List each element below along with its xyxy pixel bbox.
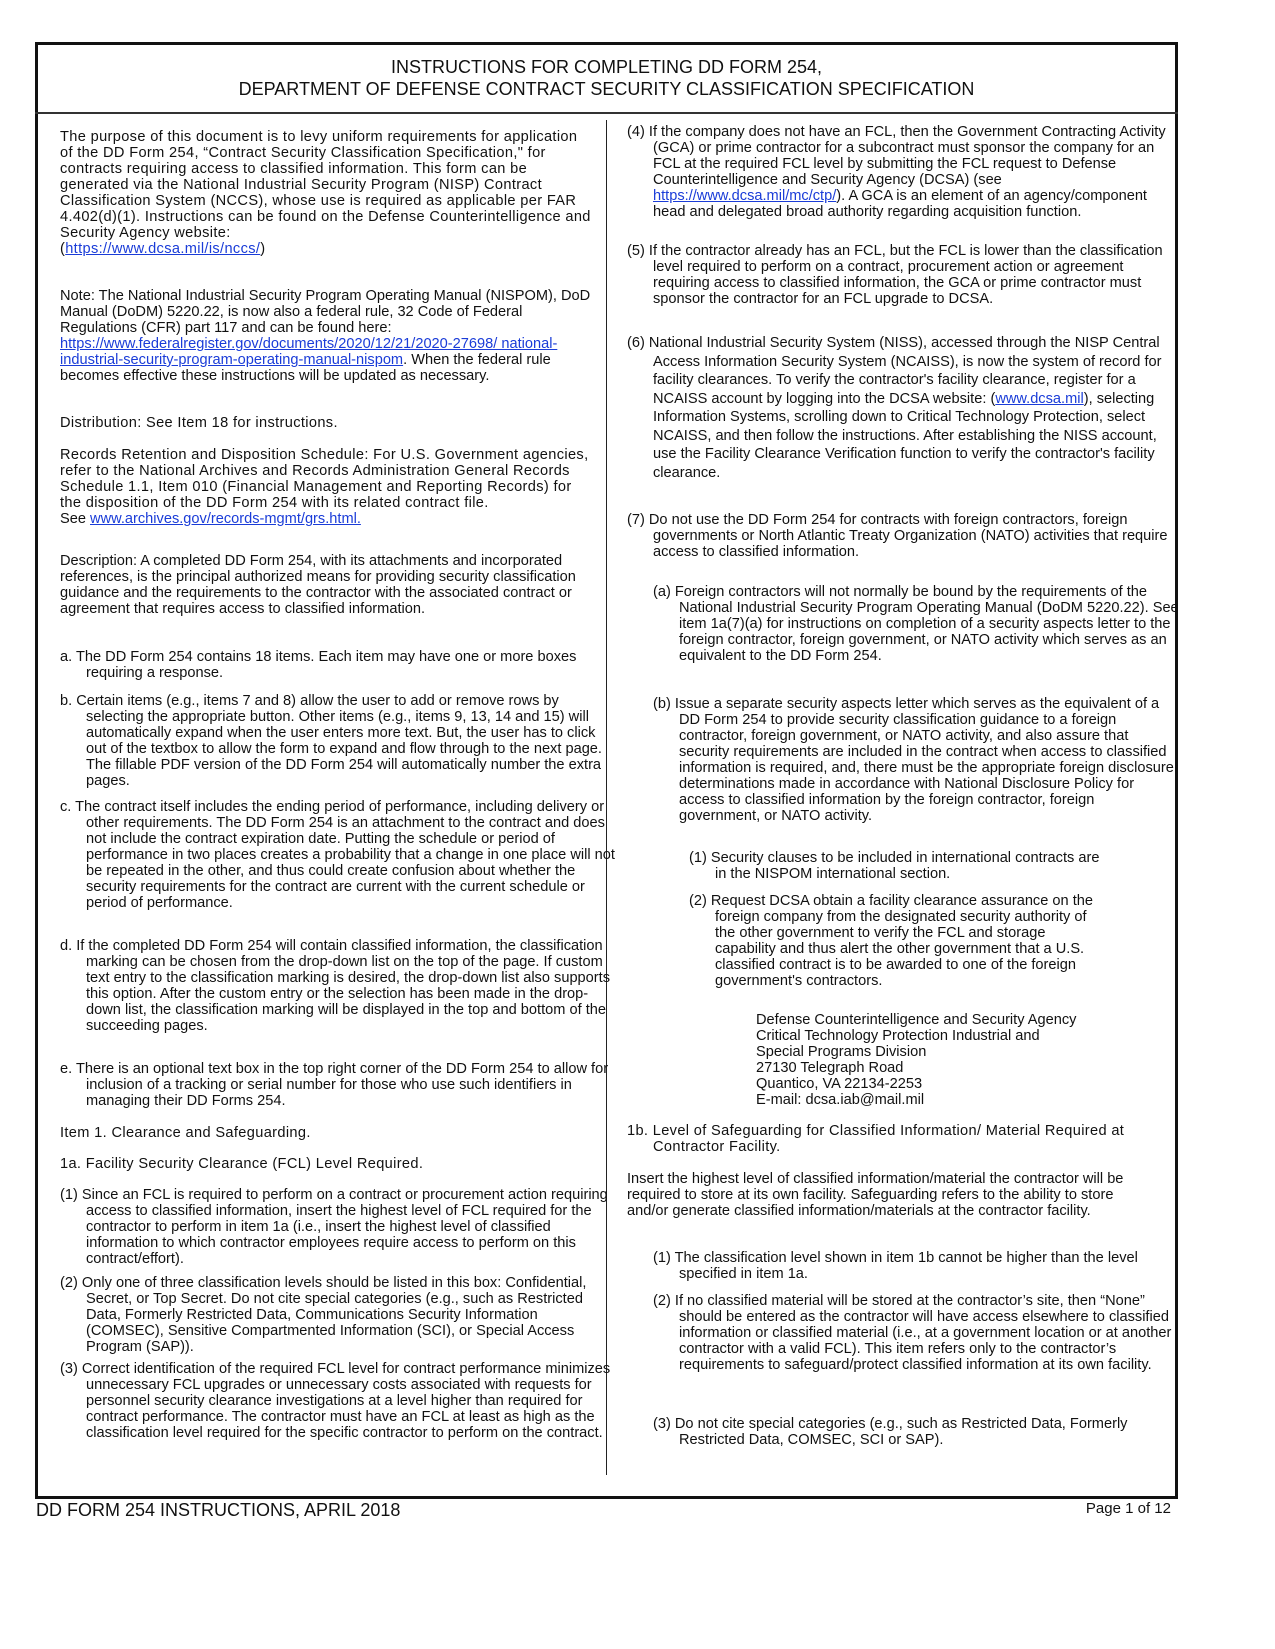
document-title — [35, 56, 1178, 100]
item-7-sub-a: (a) Foreign contractors will not normally be bound by the requirements of the National Industrial Security Program Operating Manual (DoDM 5220.22). See item 1a(7)(a) for instructions on completion of a security aspects letter to the foreign contractor, foreign government, or NATO activity which serves as an equivalent to the DD Form 254. — [653, 584, 1179, 664]
list-item-c: c. The contract itself includes the ending period of performance, including delivery or other requirements. The DD Form 254 is an attachment to the contract and does not include the contract expiration date. Putting the schedule or period of performance in two places creates a probability that a change in one place will not be repeated in the other, and thus could create confusion about whether the security requirements for the contract are current with the current schedule or period of performance. — [60, 799, 615, 911]
item-1a-point-1: (1) Since an FCL is required to perform on a contract or procurement action requiring access to classified information, insert the highest level of FCL required for the contractor to perform in item 1a (i.e., insert the highest level of classified information to which contractor employees require access to perform on this contract/effort). — [60, 1187, 608, 1267]
address-email: E-mail: dcsa.iab@mail.mil — [756, 1092, 925, 1108]
item-1a-heading: 1a. Facility Security Clearance (FCL) Level Required. — [60, 1156, 424, 1172]
list-item-b: b. Certain items (e.g., items 7 and 8) allow the user to add or remove rows by selecting the appropriate button. Other items (e.g., items 9, 13, 14 and 15) will automatically expand when the user enters more text. But, the user has to click out of the textbox to allow the form to expand and flow through to the next page. The fillable PDF version of the DD Form 254 will automatically number the extra pages. — [60, 693, 602, 789]
distribution-paragraph: Distribution: See Item 18 for instructions. — [60, 415, 338, 431]
item-7-sub-b: (b) Issue a separate security aspects letter which serves as the equivalent of a DD Form 254 to provide security classification guidance to a foreign contractor, foreign government, or NATO activity, and also assure that security requirements are included in the contract when access to classified information is required, and, there must be the appropriate foreign disclosure determinations made in accordance with National Disclosure Policy for access to classified information by the foreign contractor, foreign government, or NATO activity. — [653, 696, 1174, 824]
item-1a-point-2: (2) Only one of three classification levels should be listed in this box: Confidential, Secret, or Top Secret. Do not cite special categories (e.g., such as Restricted Data, Formerly Restricted Data, Communications Security Information (COMSEC), Sensitive Compartmented Information (SCI), or Special Access Program (SAP)). — [60, 1275, 587, 1355]
item-1a-point-6 — [627, 334, 1183, 482]
records-text: Records Retention and Disposition Schedule: For U.S. Government agencies, refer to the National Archives and Records Administration General Records Schedule 1.1, Item 010 (Financial Management and Reporting Records) for the disposition of the DD Form 254 with its related contract file. — [60, 447, 589, 511]
item-7b-point-1: (1) Security clauses to be included in international contracts are in the NISPOM international section. — [689, 850, 1100, 882]
item-7b-point-2: (2) Request DCSA obtain a facility clearance assurance on the foreign company from the designated security authority of the other government to verify the FCL and storage capability and thus alert the other government that a U.S. classified contract is to be awarded to one of the foreign government's contractors. — [689, 893, 1093, 989]
item-1-heading: Item 1. Clearance and Safeguarding. — [60, 1125, 311, 1141]
address-line: Defense Counterintelligence and Security Agency — [756, 1012, 1077, 1028]
item-1b-point-3: (3) Do not cite special categories (e.g., such as Restricted Data, Formerly Restricted Data, COMSEC, SCI or SAP). — [653, 1416, 1128, 1448]
title-line-2: DEPARTMENT OF DEFENSE CONTRACT SECURITY CLASSIFICATION SPECIFICATION — [238, 79, 975, 99]
purpose-text: The purpose of this document is to levy uniform requirements for application of the DD Form 254, “Contract Security Classification Specification," for contracts requiring access to classified information. This form can be generated via the National Industrial Security Program (NISP) Contract Classification System (NCCS), whose use is required as applicable per FAR 4.402(d)(1). Instructions can be found on the Defense Counterintelligence and Security Agency website: — [60, 129, 591, 241]
description-paragraph: Description: A completed DD Form 254, with its attachments and incorporated references, is the principal authorized means for providing security classification guidance and the requirements to the contractor with the associated contract or agreement that requires access to classified information. — [60, 553, 576, 617]
dcsa-link[interactable]: www.dcsa.mil — [995, 390, 1084, 407]
address-line: 27130 Telegraph Road — [756, 1060, 904, 1076]
see-label: See — [60, 511, 91, 527]
item-1a-point-7: (7) Do not use the DD Form 254 for contracts with foreign contractors, foreign governments or North Atlantic Treaty Organization (NATO) activities that require access to classified information. — [627, 512, 1168, 560]
federal-register-link[interactable]: https://www.federalregister.gov/documents/2020/12/21/2020-27698/ national-industrial-security-program-operating-manual-nispom — [60, 336, 558, 368]
title-line-1: INSTRUCTIONS FOR COMPLETING DD FORM 254, — [390, 57, 823, 77]
title-divider — [35, 112, 1178, 114]
point-4-text: (4) If the company does not have an FCL, then the Government Contracting Activity (GCA) or prime contractor for a subcontract must sponsor the company for an FCL at the required FCL level by submitting the FCL request to Defense Counterintelligence and Security Agency (DCSA) (see — [627, 124, 1166, 188]
address-line: Quantico, VA 22134-2253 — [756, 1076, 923, 1092]
paren: ( — [60, 241, 66, 257]
footer-form-label: DD FORM 254 INSTRUCTIONS, APRIL 2018 — [36, 1500, 401, 1520]
item-1a-point-5: (5) If the contractor already has an FCL, but the FCL is lower than the classification level required to perform on a contract, procurement action or agreement requiring access to classified information, the GCA or prime contractor must sponsor the contractor for an FCL upgrade to DCSA. — [627, 243, 1163, 307]
dcsa-address — [756, 1012, 1116, 1108]
point-6-text: (6) National Industrial Security System (NISS), accessed through the NISP Central Access Information Security System (NCAISS), is now the system of record for facility clearances. To verify the contractor's facility clearance, register for a NCAISS account by logging into the DCSA website: ( — [627, 335, 1162, 407]
address-line: Special Programs Division — [756, 1044, 927, 1060]
item-1b-heading: 1b. Level of Safeguarding for Classified Information/ Material Required at Contractor Facility. — [627, 1123, 1125, 1155]
list-item-e: e. There is an optional text box in the top right corner of the DD Form 254 to allow for inclusion of a tracking or serial number for those who use such identifiers in managing their DD Forms 254. — [60, 1061, 609, 1109]
purpose-paragraph — [60, 129, 592, 257]
paren: ) — [260, 241, 266, 257]
note-paragraph — [60, 288, 592, 384]
item-1a-point-4 — [627, 124, 1183, 220]
archives-link[interactable]: www.archives.gov/records-mgmt/grs.html. — [90, 511, 361, 527]
point-4-text-end: ). A GCA is an element of an agency/component head and delegated broad authority regarding acquisition function. — [653, 188, 1147, 220]
item-1b-paragraph: Insert the highest level of classified information/material the contractor will be required to store at its own facility. Safeguarding refers to the ability to store and/or generate classified information/materials at the contractor facility. — [627, 1171, 1124, 1219]
list-item-d: d. If the completed DD Form 254 will contain classified information, the classification marking can be chosen from the drop-down list on the top of the page. If custom text entry to the classification marking is desired, the drop-down list also supports this option. After the custom entry or the selection has been made in the drop-down list, the classification marking will be displayed in the top and bottom of the succeeding pages. — [60, 938, 610, 1034]
records-paragraph — [60, 447, 592, 527]
column-divider — [606, 120, 607, 1475]
note-text: Note: The National Industrial Security Program Operating Manual (NISPOM), DoD Manual (DoDM) 5220.22, is now also a federal rule, 32 Code of Federal Regulations (CFR) part 117 and can be found here: — [60, 288, 591, 336]
point-6-text-end: ), selecting Information Systems, scrolling down to Critical Technology Protection, select NCAISS, and then follow the instructions. After establishing the NISS account, use the Facility Clearance Verification function to verify the contractor's facility clearance. — [653, 390, 1157, 481]
item-1b-point-2: (2) If no classified material will be stored at the contractor’s site, then “None” should be entered as the contractor will have access elsewhere to classified information or classified material (i.e., at a government location or at another contractor with a valid FCL). This item refers only to the contractor’s requirements to safeguard/protect classified information at its own facility. — [653, 1293, 1172, 1373]
list-item-a: a. The DD Form 254 contains 18 items. Each item may have one or more boxes requiring a response. — [60, 649, 577, 681]
item-1a-point-3: (3) Correct identification of the required FCL level for contract performance minimizes unnecessary FCL upgrades or unnecessary costs associated with requests for personnel security clearance investigations at a level higher than required for contract performance. The contractor must have an FCL at least as high as the classification level required for the specific contractor to perform on the contract. — [60, 1361, 611, 1441]
address-line: Critical Technology Protection Industrial and — [756, 1028, 1040, 1044]
dcsa-ctp-link[interactable]: https://www.dcsa.mil/mc/ctp/ — [653, 188, 837, 204]
note-text-end: . When the federal rule becomes effective these instructions will be updated as necessary. — [60, 352, 551, 384]
page-number: Page 1 of 12 — [1085, 1500, 1171, 1517]
nccs-link[interactable]: https://www.dcsa.mil/is/nccs/ — [65, 241, 261, 257]
item-1b-point-1: (1) The classification level shown in item 1b cannot be higher than the level specified in item 1a. — [653, 1250, 1138, 1282]
